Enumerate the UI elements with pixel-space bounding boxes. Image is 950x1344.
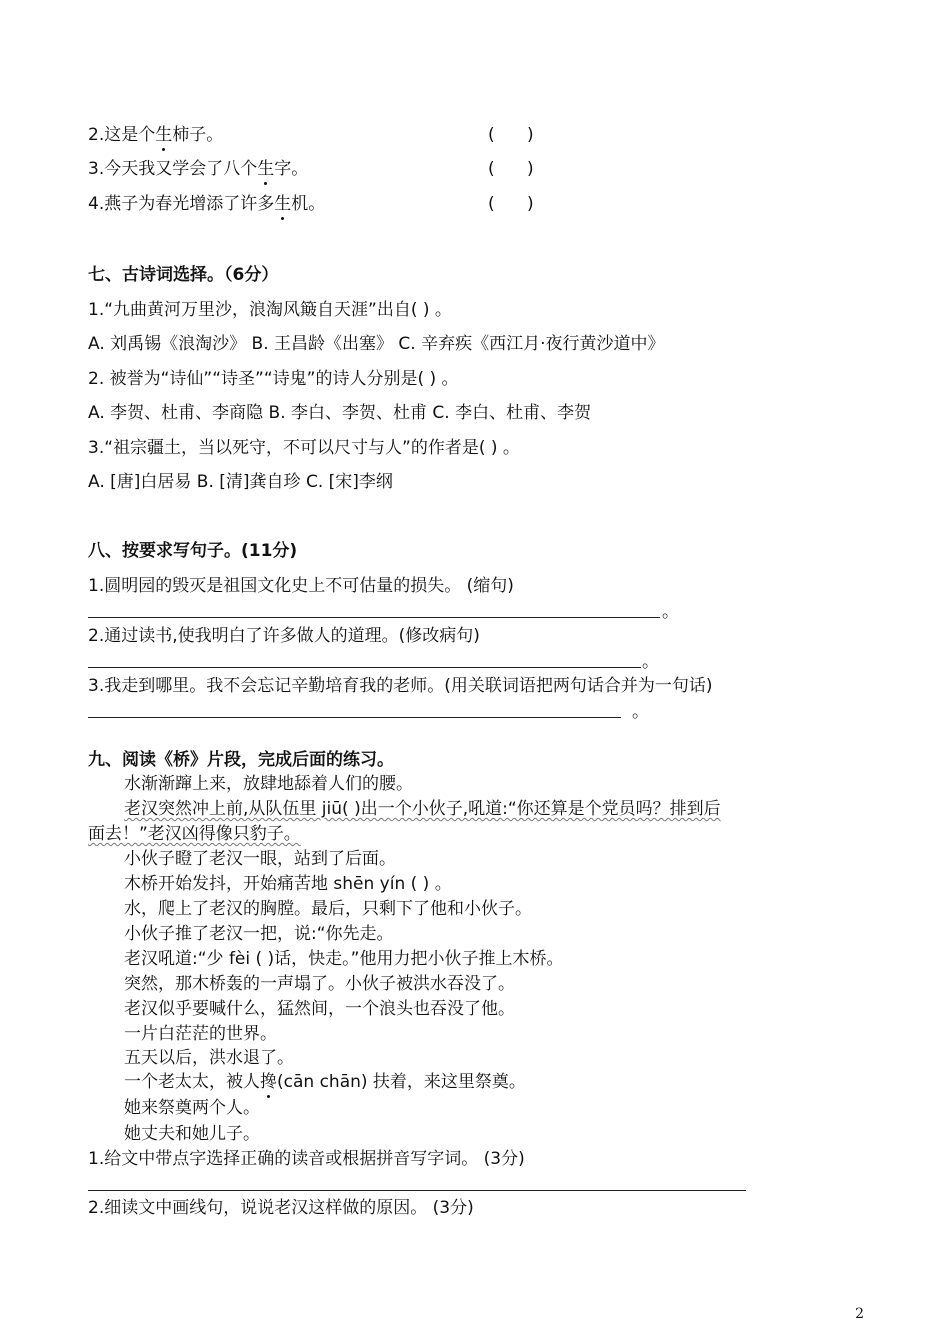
s7-q3: 3.“祖宗疆土，当以死守，不可以尺寸与人”的作者是( ) 。	[88, 438, 520, 458]
s8-q2-answer-line[interactable]	[88, 667, 641, 668]
s9-p2b	[88, 823, 301, 845]
s9-underlined-sentence-2: 面去！”老汉凶得像只豹子。	[88, 824, 301, 844]
s9-p10: 一片白茫茫的世界。	[124, 1024, 277, 1044]
s6-blank-2[interactable]: ( )	[488, 125, 534, 145]
s8-q3-end: 。	[632, 702, 649, 722]
s9-p13: 她来祭奠两个人。	[124, 1098, 260, 1118]
s8-q1: 1.圆明园的毁灭是祖国文化史上不可估量的损失。 (缩句)	[88, 576, 514, 596]
s9-p3: 小伙子瞪了老汉一眼，站到了后面。	[124, 849, 396, 869]
s9-p14: 她丈夫和她儿子。	[124, 1124, 260, 1144]
s6-blank-3[interactable]: ( )	[488, 159, 534, 179]
s6-item-2: 2.这是个生柿子。	[88, 125, 224, 145]
s8-q2: 2.通过读书,使我明白了许多做人的道理。(修改病句)	[88, 626, 480, 646]
s8-q3-answer-line[interactable]	[88, 717, 621, 718]
s9-q1: 1.给文中带点字选择正确的读音或根据拼音写字词。 (3分)	[88, 1149, 525, 1169]
s9-p6: 小伙子推了老汉一把，说:“你先走。	[124, 924, 394, 944]
s9-p12: 一个老太太，被人搀(cān chān) 扶着，来这里祭奠。	[124, 1072, 526, 1092]
s6-blank-4[interactable]: ( )	[488, 194, 534, 214]
s9-q2: 2.细读文中画线句，说说老汉这样做的原因。 (3分)	[88, 1198, 474, 1218]
s7-q2: 2. 被誉为“诗仙”“诗圣”“诗鬼”的诗人分别是( ) 。	[88, 369, 459, 389]
s7-q3-options: A. [唐]白居易 B. [清]龚自珍 C. [宋]李纲	[88, 472, 393, 492]
s8-q1-answer-line[interactable]	[88, 617, 660, 618]
s9-p11: 五天以后，洪水退了。	[124, 1048, 294, 1068]
s8-q3: 3.我走到哪里。我不会忘记辛勤培育我的老师。(用关联词语把两句话合并为一句话)	[88, 676, 713, 696]
s9-q1-answer-line[interactable]	[88, 1190, 746, 1191]
s7-q2-options: A. 李贺、杜甫、李商隐 B. 李白、李贺、杜甫 C. 李白、杜甫、李贺	[88, 403, 592, 423]
s8-q2-end: 。	[642, 652, 659, 672]
s9-p7: 老汉吼道:“少 fèi ( )话，快走。”他用力把小伙子推上木桥。	[124, 949, 564, 969]
s9-p4: 木桥开始发抖，开始痛苦地 shēn yín ( ) 。	[124, 874, 452, 894]
s9-p5: 水，爬上了老汉的胸膛。最后，只剩下了他和小伙子。	[124, 899, 532, 919]
s7-q1-options: A. 刘禹锡《浪淘沙》 B. 王昌龄《出塞》 C. 辛弃疾《西江月·夜行黄沙道中》	[88, 334, 665, 354]
s9-underlined-sentence: 老汉突然冲上前,从队伍里 jiū( )出一个小伙子,吼道:“你还算是个党员吗？排到后	[124, 799, 721, 819]
s8-q1-end: 。	[662, 602, 679, 622]
section7-title: 七、古诗词选择。（6分）	[88, 265, 279, 285]
s6-item-3: 3.今天我又学会了八个生字。	[88, 159, 309, 179]
s9-p1: 水渐渐蹿上来，放肆地舔着人们的腰。	[124, 774, 413, 794]
s9-p2a	[124, 798, 721, 820]
s9-p9: 老汉似乎要喊什么，猛然间，一个浪头也吞没了他。	[124, 999, 515, 1019]
section8-title: 八、按要求写句子。(11分)	[88, 541, 298, 561]
s9-p8: 突然，那木桥轰的一声塌了。小伙子被洪水吞没了。	[124, 974, 515, 994]
s7-q1: 1.“九曲黄河万里沙，浪淘风簸自天涯”出自( ) 。	[88, 300, 452, 320]
section9-title: 九、阅读《桥》片段，完成后面的练习。	[88, 750, 394, 770]
page-number: 2	[855, 1306, 864, 1322]
s6-item-4: 4.燕子为春光增添了许多生机。	[88, 194, 326, 214]
